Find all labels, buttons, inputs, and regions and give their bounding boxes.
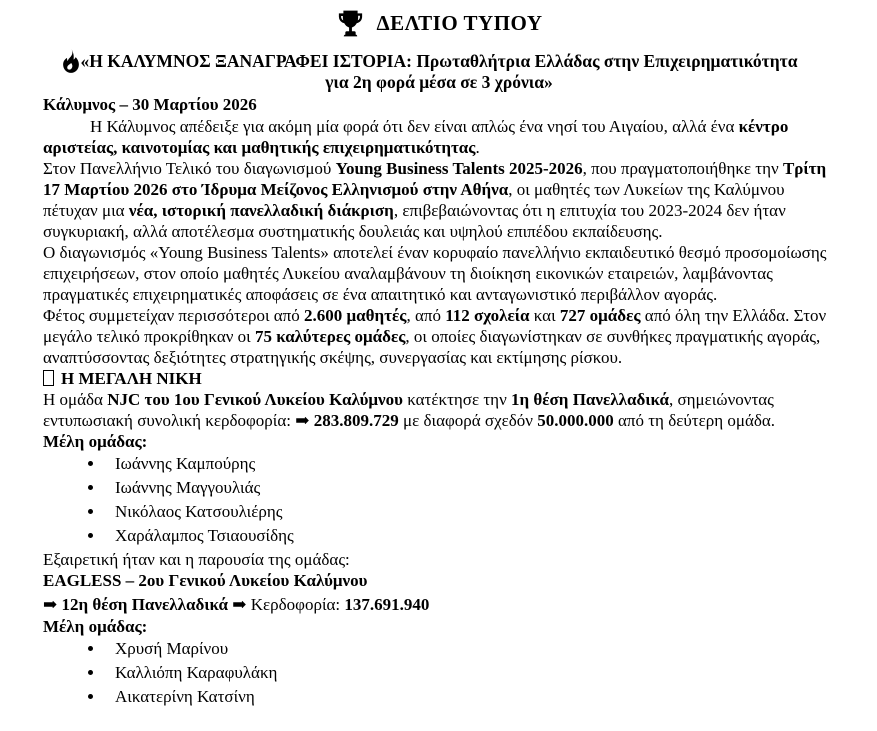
text-run: NJC του 1ου Γενικού Λυκείου Καλύμνου [107, 390, 403, 409]
text-run: , από [406, 306, 446, 325]
text-run: Στον Πανελλήνιο Τελικό του διαγωνισμού [43, 159, 336, 178]
text-run: Η Κάλυμνος απέδειξε για ακόμη μία φορά ότι δεν είναι απλώς ένα νησί του Αιγαίου, αλλά ένα [90, 117, 739, 136]
text-run: 112 σχολεία [445, 306, 530, 325]
big-win-heading-text: Η ΜΕΓΑΛΗ ΝΙΚΗ [61, 369, 202, 388]
text-run: , σημειώνοντας εντυπωσιακή συνολική κερδοφορία: [43, 390, 774, 430]
team-member-item: • Νικόλαος Κατσουλιέρης [105, 501, 835, 522]
text-run: , οι μαθητές των Λυκείων της Καλύμνου πέτυχαν μια [43, 180, 785, 220]
team-member-item: • Καλλιόπη Καραφυλάκη [105, 662, 835, 683]
team-member-item: • Χαράλαμπος Τσιαουσίδης [105, 525, 835, 546]
text-run: Young Business Talents 2025-2026 [335, 159, 583, 178]
text-run: ➡ [43, 595, 62, 614]
paragraph-intro [43, 116, 835, 158]
text-run: , επιβεβαιώνοντας ότι η επιτυχία του 2023-2024 δεν ήταν συγκυριακή, αλλά αποτέλεσμα συστηματικής δουλειάς και υψηλού επιπέδου εκπαίδευσης. [43, 201, 786, 241]
team-member-item: • Ιωάννης Καμπούρης [105, 453, 835, 474]
text-run: 50.000.000 [537, 411, 614, 430]
text-run: 2.600 μαθητές [304, 306, 407, 325]
paragraph-competition [43, 242, 835, 305]
text-run: , οι οποίες διαγωνίστηκαν σε συνθήκες πραγματικής αγοράς, αναπτύσσοντας δεξιότητες στρατηγικής σκέψης, συνεργασίας και εκτίμησης ρίσκου. [43, 327, 821, 367]
text-run: Τρίτη 17 Μαρτίου 2026 στο Ίδρυμα Μείζονος Ελληνισμού στην Αθήνα [43, 159, 827, 199]
text-run: από τη δεύτερη ομάδα. [613, 411, 776, 430]
team-njc-label: Μέλη ομάδας: [43, 432, 148, 451]
text-run: 1η θέση Πανελλαδικά [511, 390, 669, 409]
text-run: Κερδοφορία: [250, 595, 345, 614]
paragraph-final [43, 158, 835, 242]
text-run: από όλη την Ελλάδα. Στον μεγάλο τελικό προκρίθηκαν οι [43, 306, 827, 346]
trophy-icon [335, 8, 366, 39]
team-member-item: • Ιωάννης Μαγγουλιάς [105, 477, 835, 498]
text-run: 283.809.729 [313, 411, 399, 430]
text-run: 75 καλύτερες ομάδες [255, 327, 406, 346]
team-eagless-label: Μέλη ομάδας: [43, 617, 148, 636]
text-run: νέα, ιστορική πανελλαδική διάκριση [128, 201, 394, 220]
team-member-item: • Χρυσή Μαρίνου [105, 638, 835, 659]
text-run: 137.691.940 [344, 595, 430, 614]
eagless-result [43, 594, 835, 615]
document-title: ΔΕΛΤΙΟ ΤΥΠΟΥ [376, 11, 543, 35]
paragraph-interlude [43, 549, 835, 570]
text-run: ➡ [227, 595, 251, 614]
text-run: EAGLESS – 2ου Γενικού Λυκείου Καλύμνου [43, 571, 368, 590]
team-njc-member-list [43, 453, 835, 546]
text-run: Ο διαγωνισμός «Young Business Talents» αποτελεί έναν κορυφαίο πανελλήνιο εκπαιδευτικό θεσμό προσομοίωσης επιχειρήσεων, στον οποίο μαθητές Λυκείου αναλαμβάνουν τη διοίκηση εικονικών εταιρειών, λαμβάνοντας πραγματικές επιχειρηματικές αποφάσεις σε ένα απαιτητικό και ανταγωνιστικό περιβάλλον αγοράς. [43, 243, 827, 304]
headline-line-1: «Η ΚΑΛΥΜΝΟΣ ΞΑΝΑΓΡΑΦΕΙ ΙΣΤΟΡΙΑ: Πρωταθλήτρια Ελλάδας στην Επιχειρηματικότητα [80, 51, 798, 71]
headline-line-2: για 2η φορά μέσα σε 3 χρόνια» [325, 72, 553, 92]
text-run: με διαφορά σχεδόν [398, 411, 538, 430]
text-run: . [475, 138, 480, 157]
eagless-title [43, 570, 835, 591]
text-run: ➡ [295, 411, 314, 430]
headline [43, 51, 835, 93]
document-title-row [43, 8, 835, 39]
text-run: Η ομάδα [43, 390, 108, 409]
paragraph-njc-result [43, 389, 835, 431]
text-run: Φέτος συμμετείχαν περισσότεροι από [43, 306, 305, 325]
text-run: κέντρο αριστείας, καινοτομίας και μαθητικής επιχειρηματικότητας [43, 117, 789, 157]
paragraph-stats [43, 305, 835, 368]
text-run: κατέκτησε την [402, 390, 512, 409]
dateline: Κάλυμνος – 30 Μαρτίου 2026 [43, 95, 257, 114]
team-member-item: • Αικατερίνη Κατσίνη [105, 686, 835, 707]
team-eagless-member-list [43, 638, 835, 707]
big-win-heading [43, 368, 835, 389]
text-run: 12η θέση Πανελλαδικά [61, 595, 228, 614]
text-run: Εξαιρετική ήταν και η παρουσία της ομάδας: [43, 550, 350, 569]
text-run: και [529, 306, 560, 325]
missing-glyph-box-icon [43, 370, 54, 386]
text-run: , που πραγματοποιήθηκε την [582, 159, 783, 178]
text-run: 727 ομάδες [559, 306, 641, 325]
